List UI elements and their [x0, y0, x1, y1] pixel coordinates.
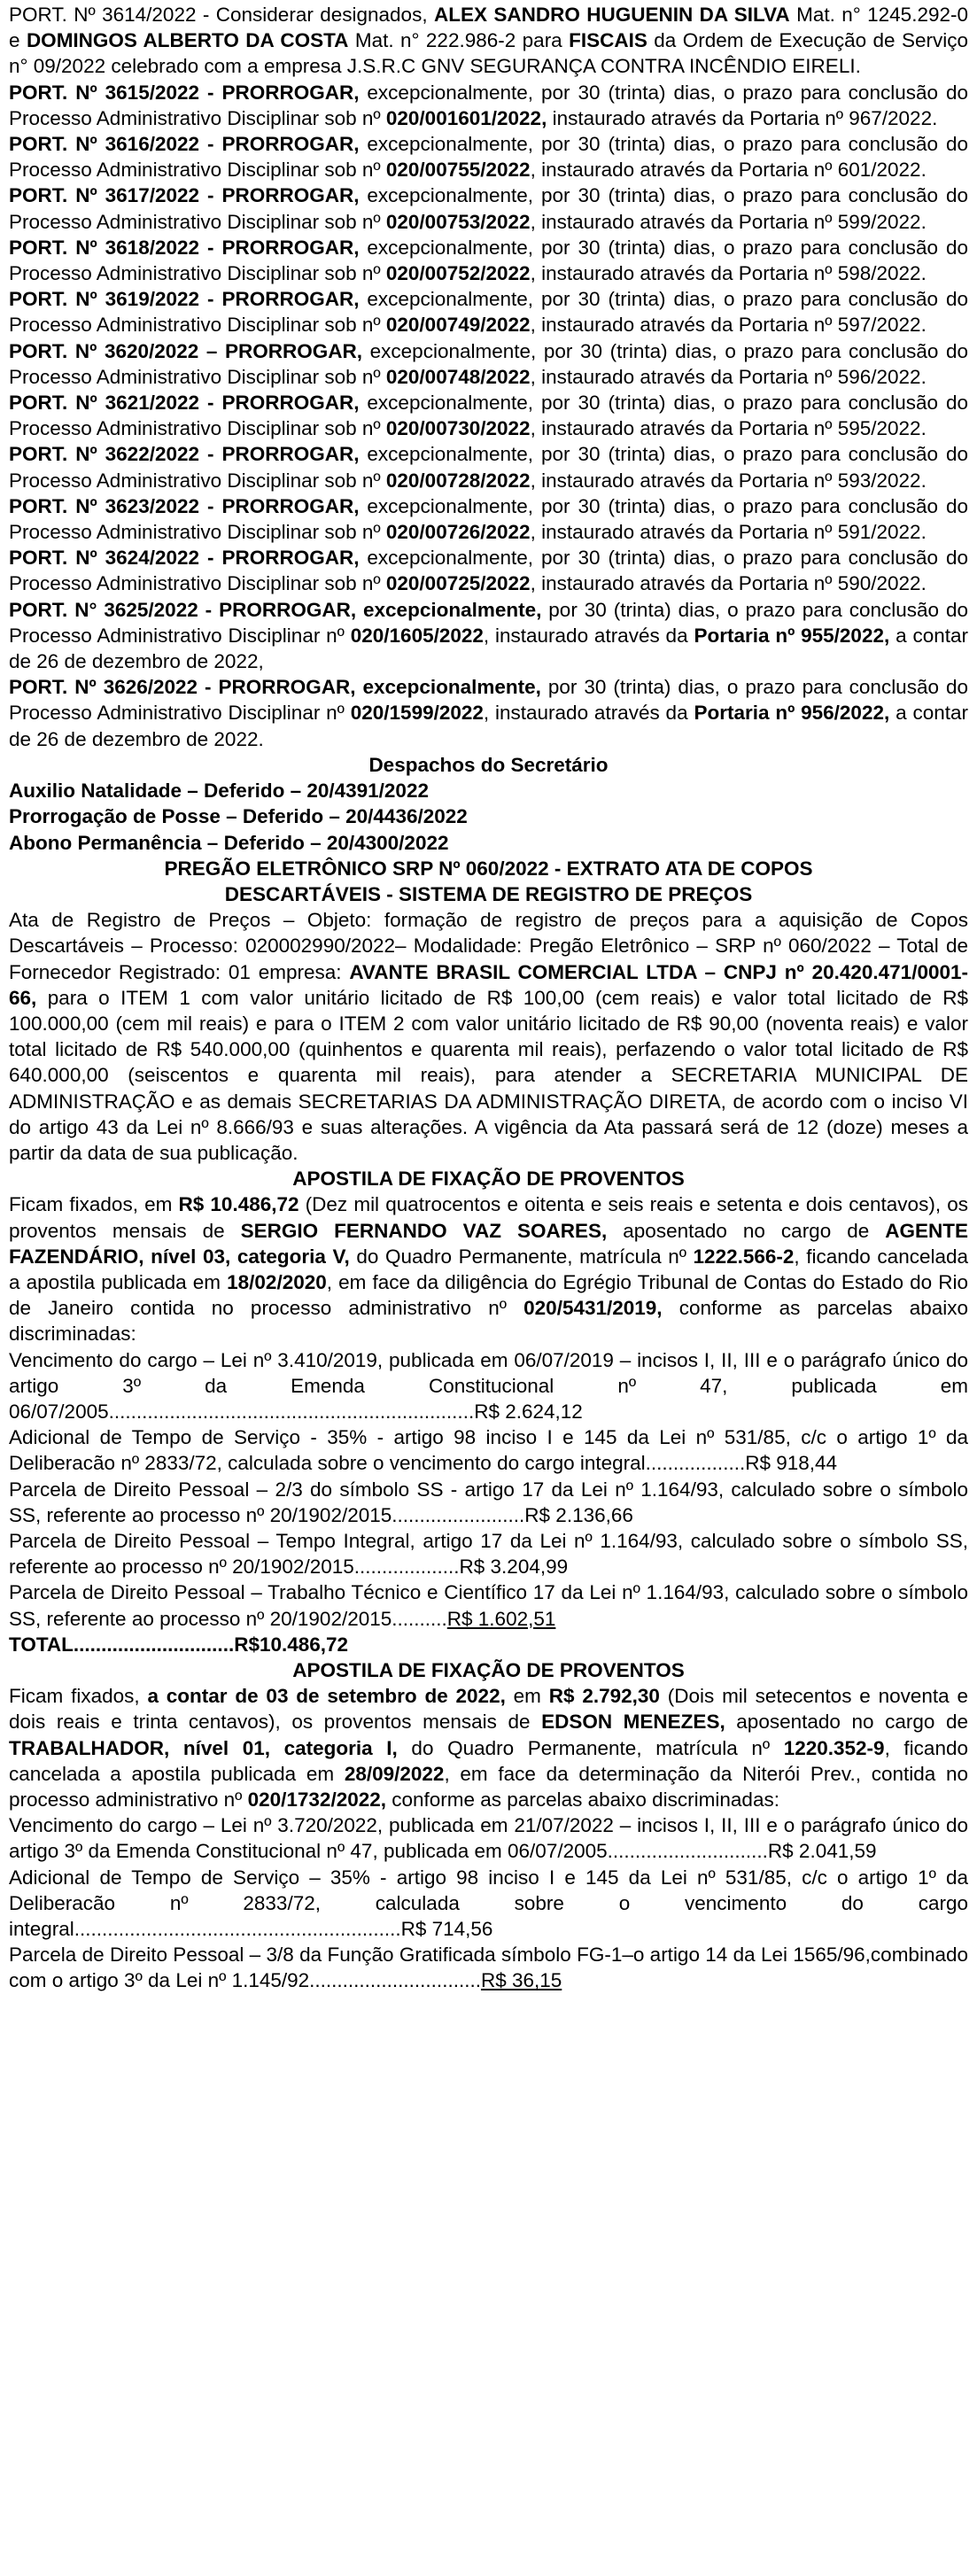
text-run: Vencimento do cargo – Lei nº 3.410/2019, publicada em 06/07/2019 – incisos I, II, III e o parágrafo único do artigo 3º da Emenda Constitucional nº 47, publicada em 06/07/2005..................................................................R$ 2.624,12	[9, 1348, 968, 1423]
bold-text: 1222.566-2	[693, 1245, 795, 1268]
bold-text: 020/00726/2022	[385, 521, 531, 544]
pregao-paragraph	[9, 907, 968, 1166]
portaria-paragraph	[9, 235, 968, 286]
bold-text: 020/00730/2022	[385, 417, 531, 440]
bold-text: 020/00728/2022	[385, 469, 531, 492]
bold-text: Portaria nº 956/2022,	[694, 702, 890, 725]
text-run: em	[505, 1685, 549, 1708]
bold-text: DOMINGOS ALBERTO DA COSTA	[26, 29, 349, 52]
text-run: a contar de 26 de dezembro de 2022.	[9, 702, 968, 750]
bold-text: PORT. Nº 3622/2022 - PRORROGAR,	[9, 443, 360, 466]
bold-text: 020/001601/2022,	[385, 106, 547, 129]
despacho-item: Auxilio Natalidade – Deferido – 20/4391/2022	[9, 780, 429, 803]
text-run: (Dez mil quatrocentos e oitenta e seis reais e setenta e dois centavos), os proventos mensais de	[9, 1193, 968, 1242]
text-run: Vencimento do cargo – Lei nº 3.720/2022, publicada em 21/07/2022 – incisos I, II, III e o parágrafo único do artigo 3º da Emenda Constitucional nº 47, publicada em 06/07/2005.............................R$ 2.041,59	[9, 1814, 968, 1863]
text-run: aposentado no cargo de	[607, 1219, 886, 1242]
text-run: conforme as parcelas abaixo discriminadas:	[386, 1788, 779, 1812]
text-run: excepcionalmente, por 30 (trinta) dias, o prazo para conclusão do Processo Administrativo Disciplinar sob nº	[9, 133, 968, 182]
bold-text: PORT. Nº 3620/2022 – PRORROGAR,	[9, 339, 363, 362]
parcela-line	[9, 1528, 968, 1579]
text-run: excepcionalmente, por 30 (trinta) dias, o prazo para conclusão do Processo Administrativo Disciplinar sob nº	[9, 81, 968, 129]
parcela-line	[9, 1424, 968, 1476]
bold-text: PORT. Nº 3623/2022 - PRORROGAR,	[9, 494, 360, 517]
bold-text: 020/1605/2022	[350, 624, 484, 647]
text-run: por 30 (trinta) dias, o prazo para conclusão do Processo Administrativo Disciplinar nº	[9, 598, 968, 647]
pregao-heading: PREGÃO ELETRÔNICO SRP Nº 060/2022 - EXTRATO ATA DE COPOS	[164, 857, 813, 880]
bold-text: PORT. Nº 3617/2022 - PRORROGAR,	[9, 184, 360, 207]
text-run: a contar de 26 de dezembro de 2022,	[9, 624, 968, 673]
bold-text: TRABALHADOR, nível 01, categoria I,	[9, 1736, 398, 1759]
text-run: excepcionalmente, por 30 (trinta) dias, o prazo para conclusão do Processo Administrativo Disciplinar sob nº	[9, 184, 968, 233]
bold-text: 020/00749/2022	[385, 314, 531, 337]
text-run: para o ITEM 1 com valor unitário licitado de R$ 100,00 (cem reais) e valor total licitado de R$ 100.000,00 (cem mil reais) e para o ITEM 2 com valor unitário licitado de R$ 90,00 (noventa reais) e valor total licitado de R$ 540.000,00 (quinhentos e quarenta mil reais), perfazendo o valor total licitado de R$ 640.000,00 (seiscentos e quarenta mil reais), para atender a SECRETARIA MUNICIPAL DE ADMINISTRAÇÃO e as demais SECRETARIAS DA ADMINISTRAÇÃO DIRETA, de acordo com o inciso VI do artigo 43 da Lei nº 8.666/93 e suas alterações. A vigência da Ata passará será de 12 (doze) meses a partir da data de sua publicação.	[9, 986, 968, 1164]
text-run: excepcionalmente, por 30 (trinta) dias, o prazo para conclusão do Processo Administrativo Disciplinar sob nº	[9, 494, 968, 544]
apostila-parcelas-list	[9, 1347, 968, 1632]
bold-text: PORT. Nº 3621/2022 - PRORROGAR,	[9, 392, 360, 415]
apostila-intro-paragraph	[9, 1683, 968, 1812]
bold-text: a contar de 03 de setembro de 2022,	[147, 1685, 506, 1708]
bold-text: PORT. Nº 3616/2022 - PRORROGAR,	[9, 133, 360, 156]
text-run: excepcionalmente, por 30 (trinta) dias, o prazo para conclusão do Processo Administrativo Disciplinar sob nº	[9, 236, 968, 285]
bold-text: 28/09/2022	[344, 1762, 445, 1785]
despachos-heading: Despachos do Secretário	[368, 753, 609, 776]
bold-text: 020/00752/2022	[385, 262, 531, 285]
portarias-section	[9, 2, 968, 752]
text-run: do Quadro Permanente, matrícula nº	[397, 1736, 784, 1759]
text-run: Adicional de Tempo de Serviço – 35% - artigo 98 inciso I e 145 da Lei nº 531/85, c/c o artigo 1º da Deliberacão nº 2833/72, calculada sobre o vencimento do cargo integral...........................................................R$ 714,56	[9, 1866, 968, 1941]
bold-text: SERGIO FERNANDO VAZ SOARES,	[240, 1219, 608, 1242]
text-run: excepcionalmente, por 30 (trinta) dias, o prazo para conclusão do Processo Administrativo Disciplinar sob nº	[9, 392, 968, 440]
parcela-line	[9, 1477, 968, 1528]
text-run: , em face da diligência do Egrégio Tribunal de Contas do Estado do Rio de Janeiro contida no processo administrativo nº	[9, 1270, 969, 1320]
text-run: Ata de Registro de Preços – Objeto: formação de registro de preços para a aquisição de Copos Descartáveis – Processo: 020002990/2022– Modalidade: Pregão Eletrônico – SRP nº 060/2022 – Total de Fornecedor Registrado: 01 empresa:	[9, 909, 968, 983]
portaria-paragraph	[9, 182, 968, 234]
portaria-paragraph	[9, 2, 968, 80]
bold-text: 020/5431/2019,	[523, 1297, 663, 1320]
text-run: excepcionalmente, por 30 (trinta) dias, o prazo para conclusão do Processo Administrativo Disciplinar sob nº	[9, 339, 968, 388]
parcela-line	[9, 1942, 968, 1993]
text-run: , ficando cancelada a apostila publicada em	[9, 1736, 968, 1785]
portaria-paragraph	[9, 674, 968, 752]
bold-text: EDSON MENEZES,	[541, 1711, 725, 1734]
portaria-paragraph	[9, 80, 968, 131]
text-run: excepcionalmente, por 30 (trinta) dias, o prazo para conclusão do Processo Administrativo Disciplinar sob nº	[9, 288, 968, 337]
bold-text: 1220.352-9	[783, 1736, 885, 1759]
text-run: Parcela de Direito Pessoal – 2/3 do símbolo SS - artigo 17 da Lei nº 1.164/93, calculado sobre o símbolo SS, referente ao processo nº 20/1902/2015........................R$ 2.136,66	[9, 1478, 968, 1526]
bold-text: 020/00748/2022	[385, 365, 531, 388]
apostila-heading: APOSTILA DE FIXAÇÃO DE PROVENTOS	[292, 1659, 685, 1681]
text-run: excepcionalmente, por 30 (trinta) dias, o prazo para conclusão do Processo Administrativo Disciplinar sob nº	[9, 443, 968, 492]
text-run: , instaurado através da	[483, 624, 694, 647]
bold-text: PORT. Nº 3619/2022 - PRORROGAR,	[9, 288, 360, 311]
portaria-paragraph	[9, 286, 968, 338]
text-run: Parcela de Direito Pessoal – Tempo Integral, artigo 17 da Lei nº 1.164/93, calculado sobre o símbolo SS, referente ao processo nº 20/1902/2015...................R$ 3.204,99	[9, 1529, 968, 1579]
text-run: , instaurado através da Portaria nº 599/2022.	[530, 210, 927, 233]
text-run: do Quadro Permanente, matrícula nº	[349, 1245, 694, 1268]
text-run: Ficam fixados, em	[9, 1193, 179, 1216]
bold-text: AGENTE FAZENDÁRIO, nível 03, categoria V,	[9, 1219, 969, 1268]
bold-text: PORT. Nº 3626/2022 - PRORROGAR, excepcionalmente,	[9, 676, 541, 699]
bold-text: FISCAIS	[569, 29, 647, 52]
text-run: Adicional de Tempo de Serviço - 35% - artigo 98 inciso I e 145 da Lei nº 531/85, c/c o artigo 1º da Deliberacão nº 2833/72, calculada sobre o vencimento do cargo integral..................R$ 918,44	[9, 1426, 968, 1475]
text-run: , em face da determinação da Niterói Prev., contida no processo administrativo nº	[9, 1762, 968, 1812]
apostila-parcelas-list	[9, 1812, 968, 1993]
text-run: R$ 1.602,51	[446, 1607, 556, 1630]
bold-text: PORT. Nº 3624/2022 - PRORROGAR,	[9, 547, 360, 570]
bold-text: ALEX SANDRO HUGUENIN DA SILVA	[433, 4, 790, 26]
bold-text: R$ 10.486,72	[178, 1193, 299, 1216]
text-run: , instaurado através da Portaria nº 593/2022.	[530, 469, 927, 492]
text-run: , instaurado através da Portaria nº 597/2022.	[530, 314, 927, 337]
portaria-paragraph	[9, 390, 968, 441]
bold-text: PORT. Nº 3618/2022 - PRORROGAR,	[9, 236, 360, 259]
bold-text: R$ 2.792,30	[548, 1685, 660, 1708]
bold-text: 18/02/2020	[227, 1270, 327, 1293]
apostila-heading: APOSTILA DE FIXAÇÃO DE PROVENTOS	[292, 1168, 685, 1191]
parcela-line	[9, 1812, 968, 1864]
portaria-paragraph	[9, 338, 968, 390]
text-run: , instaurado através da Portaria nº 595/2022.	[530, 417, 927, 440]
text-run: Ficam fixados,	[9, 1685, 148, 1708]
despacho-item: Prorrogação de Posse – Deferido – 20/4436/2022	[9, 805, 468, 828]
bold-text: 020/1599/2022	[350, 702, 484, 725]
bold-text: 020/1732/2022,	[247, 1788, 386, 1812]
text-run: , ficando cancelada a apostila publicada em	[9, 1245, 969, 1293]
text-run: Mat. n° 222.986-2 para	[348, 29, 570, 52]
bold-text: 020/00755/2022	[385, 159, 531, 182]
text-run: , instaurado através da Portaria nº 591/2022.	[530, 521, 927, 544]
pregao-subheading: DESCARTÁVEIS - SISTEMA DE REGISTRO DE PREÇOS	[224, 882, 753, 905]
bold-text: 020/00753/2022	[385, 210, 531, 233]
text-run: por 30 (trinta) dias, o prazo para conclusão do Processo Administrativo Disciplinar nº	[9, 676, 968, 725]
text-run: , instaurado através da Portaria nº 596/2022.	[530, 365, 927, 388]
text-run: Mat. n° 1245.292-0 e	[9, 4, 968, 52]
text-run: excepcionalmente, por 30 (trinta) dias, o prazo para conclusão do Processo Administrativo Disciplinar sob nº	[9, 547, 968, 595]
text-run: aposentado no cargo de	[725, 1711, 969, 1734]
parcela-line	[9, 1579, 968, 1631]
text-run: R$ 36,15	[480, 1969, 562, 1992]
apostila-total: TOTAL.............................R$10.486,72	[9, 1633, 349, 1656]
bold-text: Portaria nº 955/2022,	[694, 624, 890, 647]
text-run: , instaurado através da Portaria nº 598/2022.	[530, 262, 927, 285]
portaria-paragraph	[9, 441, 968, 493]
bold-text: 020/00725/2022	[385, 572, 531, 595]
text-run: Parcela de Direito Pessoal – Trabalho Técnico e Científico 17 da Lei nº 1.164/93, calculado sobre o símbolo SS, referente ao processo nº 20/1902/2015..........	[9, 1581, 968, 1630]
parcela-line	[9, 1347, 968, 1425]
apostila-intro-paragraph	[9, 1191, 968, 1346]
bold-text: PORT. Nº 3615/2022 - PRORROGAR,	[9, 81, 360, 104]
text-run: , instaurado através da	[483, 702, 694, 725]
portaria-paragraph	[9, 493, 968, 545]
despacho-item: Abono Permanência – Deferido – 20/4300/2022	[9, 831, 449, 854]
text-run: , instaurado através da Portaria nº 601/2022.	[530, 159, 927, 182]
text-run: PORT. Nº 3614/2022 - Considerar designados,	[9, 4, 434, 26]
text-run: instaurado através da Portaria nº 967/2022.	[547, 106, 938, 129]
text-run: , instaurado através da Portaria nº 590/2022.	[530, 572, 927, 595]
portaria-paragraph	[9, 545, 968, 596]
text-run: Parcela de Direito Pessoal – 3/8 da Função Gratificada símbolo FG-1–o artigo 14 da Lei 1565/96,combinado com o artigo 3º da Lei nº 1.145/92...............................	[9, 1944, 968, 1992]
bold-text: PORT. N° 3625/2022 - PRORROGAR, excepcionalmente,	[9, 598, 542, 621]
text-run: da Ordem de Execução de Serviço n° 09/2022 celebrado com a empresa J.S.R.C GNV SEGURANÇA CONTRA INCÊNDIO EIRELI.	[9, 29, 969, 78]
text-run: (Dois mil setecentos e noventa e dois reais e trinta centavos), os proventos mensais de	[9, 1685, 968, 1734]
bold-text: AVANTE BRASIL COMERCIAL LTDA – CNPJ nº 20.420.471/0001-66,	[9, 960, 968, 1009]
portaria-paragraph	[9, 131, 968, 182]
text-run: conforme as parcelas abaixo discriminadas:	[9, 1297, 968, 1346]
portaria-paragraph	[9, 597, 968, 675]
parcela-line	[9, 1865, 968, 1943]
